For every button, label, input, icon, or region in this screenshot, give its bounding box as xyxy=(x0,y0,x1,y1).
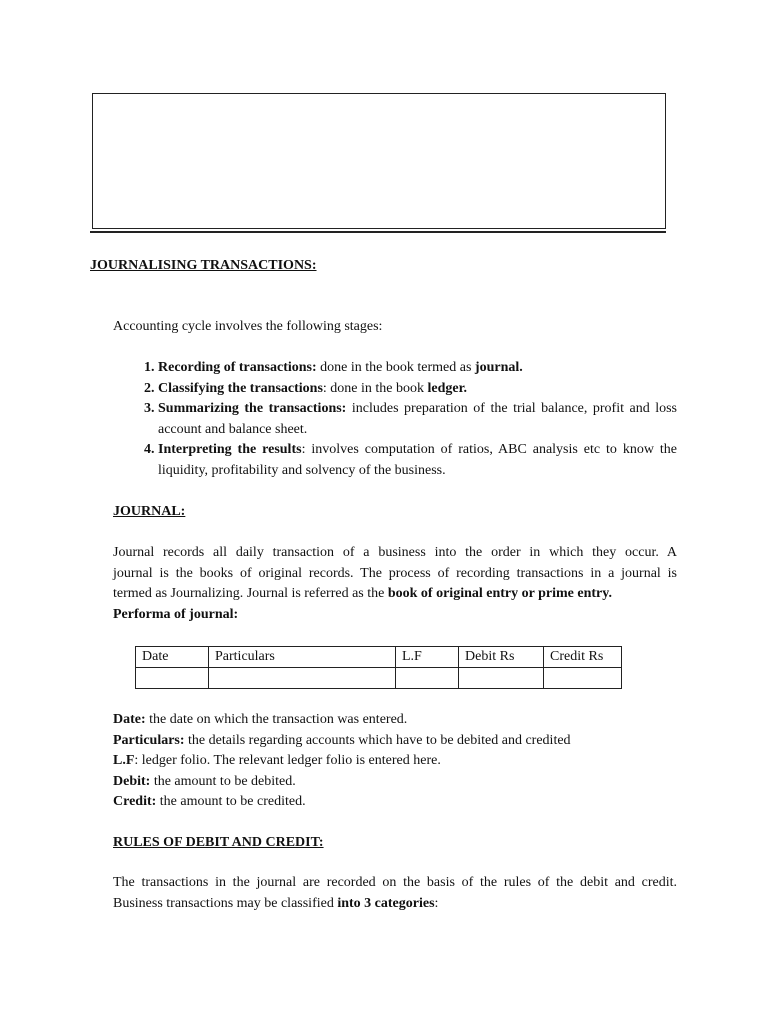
table-cell xyxy=(544,668,622,689)
performa-label: Performa of journal: xyxy=(113,606,239,622)
intro-text: Accounting cycle involves the following stages: xyxy=(113,319,383,334)
rules-heading: RULES OF DEBIT AND CREDIT: xyxy=(113,835,324,850)
table-cell xyxy=(396,668,459,689)
table-header-cell: Credit Rs xyxy=(544,647,622,668)
stage-item: 2. Classifying the transactions: done in the book ledger. xyxy=(158,379,677,400)
table-row xyxy=(136,668,622,689)
stage-item: 1. Recording of transactions: done in the book termed as journal. xyxy=(158,358,677,379)
table-cell xyxy=(209,668,396,689)
table-header-cell: L.F xyxy=(396,647,459,668)
table-cell xyxy=(136,668,209,689)
journal-para-line: Journal records all daily transaction of a business into the order in which they occur. A xyxy=(113,545,677,560)
definition-item: L.F: ledger folio. The relevant ledger folio is entered here. xyxy=(113,753,441,768)
journal-para-line: termed as Journalizing. Journal is referred as the book of original entry or prime entry. xyxy=(113,586,612,601)
definition-item: Particulars: the details regarding accounts which have to be debited and credited xyxy=(113,732,571,748)
stage-item: 4. Interpreting the results: involves computation of ratios, ABC analysis etc to know the liquidity, profitability and solvency of the business. xyxy=(158,440,677,481)
stages-list xyxy=(113,358,677,481)
table-header-cell: Debit Rs xyxy=(459,647,544,668)
table-header-cell: Date xyxy=(136,647,209,668)
journal-para-line: journal is the books of original records. The process of recording transactions in a journal is xyxy=(113,565,677,581)
rules-para-line: The transactions in the journal are recorded on the basis of the rules of the debit and credit. xyxy=(113,875,677,890)
table-header-row xyxy=(136,647,622,668)
definition-item: Date: the date on which the transaction was entered. xyxy=(113,712,408,727)
section-heading: JOURNALISING TRANSACTIONS: xyxy=(90,258,317,273)
definition-item: Credit: the amount to be credited. xyxy=(113,794,306,809)
journal-heading: JOURNAL: xyxy=(113,504,186,519)
definitions-list xyxy=(113,710,571,813)
stage-item: 3. Summarizing the transactions: includes preparation of the trial balance, profit and loss account and balance sheet. xyxy=(158,399,677,440)
header-box xyxy=(92,93,666,229)
table-header-cell: Particulars xyxy=(209,647,396,668)
rules-para-line: Business transactions may be classified into 3 categories: xyxy=(113,895,439,911)
definition-item: Debit: the amount to be debited. xyxy=(113,773,296,789)
journal-proforma-table xyxy=(135,646,622,689)
header-divider xyxy=(90,231,666,233)
table-cell xyxy=(459,668,544,689)
